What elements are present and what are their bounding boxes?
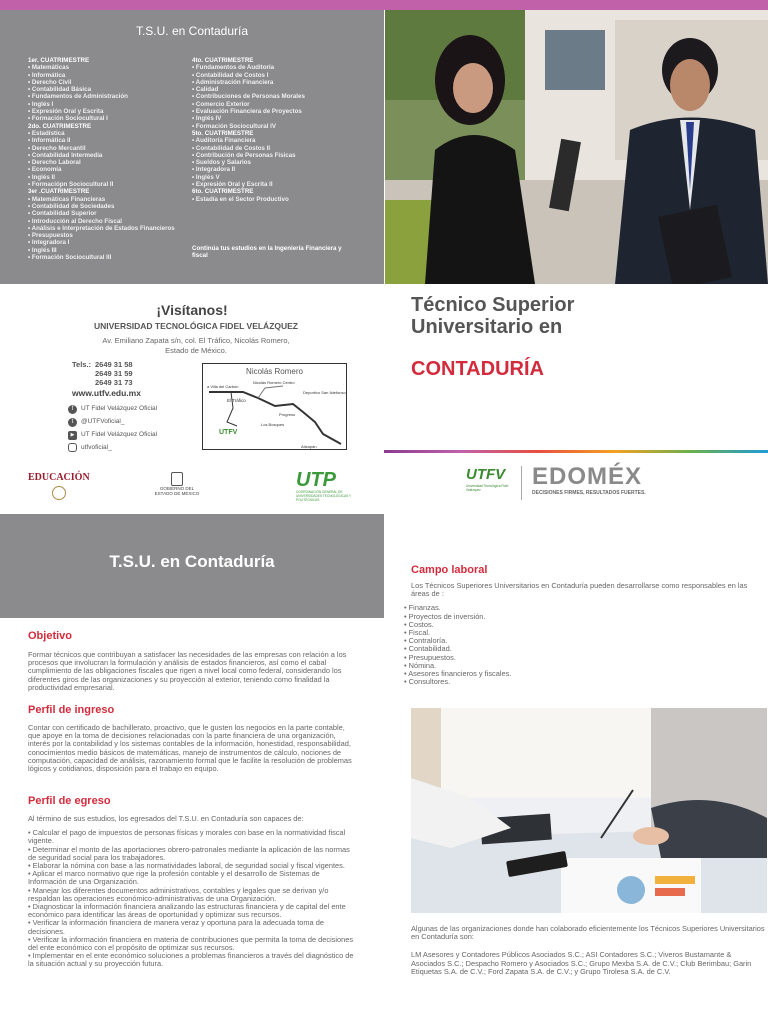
students-photo bbox=[385, 10, 768, 284]
youtube-icon: ▶ bbox=[68, 431, 77, 440]
office-photo bbox=[411, 708, 767, 913]
campo-item: • Nómina. bbox=[404, 660, 437, 670]
seal-icon bbox=[52, 486, 66, 500]
subject-item: • Auditoría Financiera bbox=[192, 137, 256, 145]
map-utfv-logo: UTFV bbox=[219, 429, 238, 436]
subject-item: • Inglés II bbox=[28, 173, 55, 181]
tels-label: Tels.: bbox=[72, 360, 92, 369]
subject-item: • Contabilidad de Sociedades bbox=[28, 202, 115, 210]
subject-item: • Fundamentos de Auditoría bbox=[192, 64, 275, 72]
subject-item: • Formación Sociocultural I bbox=[28, 115, 108, 123]
map-label: Progreso bbox=[279, 412, 296, 417]
ingreso-heading: Perfil de ingreso bbox=[28, 704, 115, 716]
phone-number[interactable]: 2649 31 59 bbox=[95, 369, 133, 378]
subject-item: • Contabilidad Superior bbox=[28, 210, 97, 218]
subject-item: • Calidad bbox=[192, 86, 219, 94]
egreso-item: • Elaborar la nómina con base a las normatividades laboral, de seguridad social y fiscal vigentes. bbox=[28, 861, 345, 871]
egreso-item: • Calcular el pago de impuestos de personas físicas y morales con base en la normatividad fiscal vigente. bbox=[28, 828, 346, 846]
subject-item: • Inglés V bbox=[192, 173, 220, 181]
campo-item: • Proyectos de inversión. bbox=[404, 611, 486, 621]
color-stripe bbox=[384, 450, 768, 453]
semester-heading: 2do. CUATRIMESTRE bbox=[28, 122, 92, 130]
semester-heading: 3er .CUATRIMESTRE bbox=[28, 188, 90, 196]
egreso-item: • Diagnosticar la información financiera analizando las estructuras financiera y de capital del ente económico para identificar las áreas de oportunidad y optimizar sus recursos. bbox=[28, 902, 346, 920]
semester-heading: 1er. CUATRIMESTRE bbox=[28, 57, 90, 64]
campo-item: • Finanzas. bbox=[404, 603, 441, 613]
subject-item: • Formación Sociocultural III bbox=[28, 254, 112, 262]
subject-item: • Contabilidad Intermedia bbox=[28, 151, 103, 159]
subject-item: • Formaciópn Sociocultural II bbox=[28, 181, 114, 189]
semester-heading: 4to. CUATRIMESTRE bbox=[192, 57, 254, 64]
gobierno-logo: GOBIERNO DEL ESTADO DE MÉXICO bbox=[150, 472, 204, 496]
subject-item: • Expresión Oral y Escrita II bbox=[192, 181, 273, 189]
subject-item: • Matemáticas bbox=[28, 64, 70, 72]
subject-item: • Contabilidad de Costos II bbox=[192, 144, 271, 152]
contact-section bbox=[0, 290, 384, 460]
semester-heading: 6to. CUATRIMESTRE bbox=[192, 188, 254, 196]
egreso-section bbox=[28, 795, 358, 969]
subject-item: • Evaluación Financiera de Proyectos bbox=[192, 108, 302, 116]
social-list bbox=[68, 402, 157, 454]
objetivo-section bbox=[28, 630, 356, 692]
subject-item: • Presupuestos bbox=[28, 232, 73, 240]
campo-item: • Presupuestos. bbox=[404, 652, 456, 662]
facebook-icon: f bbox=[68, 405, 77, 414]
egreso-item: • Implementar en el ente económico soluciones a problemas financieros a través del diagnóstico de la situación actual y su proyección futura. bbox=[28, 951, 354, 969]
instagram-icon bbox=[68, 443, 77, 452]
curriculum-column-1 bbox=[28, 57, 188, 261]
location-map bbox=[202, 363, 347, 450]
map-label: Los Bosques bbox=[261, 422, 285, 427]
subject-item: • Inglés IV bbox=[192, 115, 222, 123]
social-instagram[interactable]: utfvoficial_ bbox=[68, 441, 157, 454]
educacion-logo: EDUCACIÓN bbox=[28, 472, 90, 483]
egreso-intro: Al término de sus estudios, los egresados del T.S.U. en Contaduría son capaces de: bbox=[28, 814, 304, 823]
subject-item: • Derecho Civil bbox=[28, 78, 72, 86]
campo-item: • Consultores. bbox=[404, 677, 451, 687]
subject-item: • Expresión Oral y Escrita bbox=[28, 108, 104, 116]
subject-item: • Matemáticas Financieras bbox=[28, 195, 106, 203]
subject-item: • Contabilidad de Costos I bbox=[192, 71, 269, 79]
continue-note: Continúa tus estudios en la Ingeniería Financiera y fiscal bbox=[192, 245, 342, 260]
organizations-intro: Algunas de las organizaciones donde han colaborado eficientemente los Técnicos Superiores Universitarios en Contaduría son: bbox=[411, 924, 765, 942]
ingreso-text: Contar con certificado de bachillerato, proactivo, que le gusten los negocios en la parte contable, que apoye en la toma de decisiones relacionadas con la parte financiera de una organización, interés por la contabilidad y los sistemas contables de la información, honestidad, responsabilidad, conocimientos medio básicos de matemáticas, manejo de instrumentos de cálculo, nociones de computación, capacidad de análisis, razonamiento formal que le facilite la resolución de problemas lógicos y cotidianos, disposición para el trabajo en equipo. bbox=[28, 723, 352, 774]
social-youtube[interactable]: ▶ UT Fidel Velázquez Oficial bbox=[68, 428, 157, 441]
phone-number[interactable]: 2649 31 58 bbox=[95, 360, 133, 369]
objetivo-heading: Objetivo bbox=[28, 630, 73, 642]
campo-heading: Campo laboral bbox=[411, 564, 488, 576]
hero-line-1: Técnico Superior bbox=[411, 294, 575, 316]
map-label: El Tráfico bbox=[227, 398, 246, 403]
curriculum-title: T.S.U. en Contaduría bbox=[135, 24, 249, 38]
subject-item: • Formación Sociocultural IV bbox=[192, 122, 276, 130]
university-name: UNIVERSIDAD TECNOLÓGICA FIDEL VELÁZQUEZ bbox=[93, 321, 298, 331]
coat-of-arms-icon bbox=[171, 472, 183, 486]
map-label: a Villa del Carbón bbox=[207, 384, 239, 389]
subject-item: • Contribución de Personas Físicas bbox=[192, 151, 296, 159]
ingreso-section bbox=[28, 704, 356, 773]
egreso-heading: Perfil de egreso bbox=[28, 795, 111, 807]
map-label: Deportivo San Ildefonso bbox=[303, 390, 346, 395]
hero-line-2: Universitario en bbox=[411, 316, 563, 338]
subject-item: • Contribuciones de Personas Morales bbox=[192, 93, 305, 101]
campo-item: • Contraloría. bbox=[404, 636, 448, 646]
utp-logo: UTP COORDINACIÓN GENERAL DE UNIVERSIDADES TECNOLÓGICAS Y POLITÉCNICAS bbox=[296, 469, 352, 502]
map-label: Atizapán bbox=[301, 444, 317, 449]
curriculum-panel bbox=[0, 10, 384, 284]
campo-intro: Los Técnicos Superiores Universitarios en Contaduría pueden desarrollarse como responsables en las áreas de : bbox=[411, 581, 748, 599]
subject-item: • Sueldos y Salarios bbox=[192, 159, 251, 167]
website-link[interactable]: www.utfv.edu.mx bbox=[72, 388, 141, 398]
objetivo-text: Formar técnicos que contribuyan a satisfacer las necesidades de las empresas con relación a los procesos que involucran la formulación y análisis de estados financieros, así como el cabal cumplimiento de las obligaciones fiscales que rigen a nivel local como federal, considerando los diferentes giros de las organizaciones y su proyección al exterior, teniendo como finalidad la productividad empresarial. bbox=[28, 650, 347, 692]
organizations-list: LM Asesores y Contadores Públicos Asociados S.C.; ASI Contadores S.C.; Viveros Bustamante & Asociados S.C.; Despacho Romero y Asociados S.C.; Grupo Mexba S.A. de C.V.; Club Berimbau; Garin Etiquetas S.A. de C.V.; Ford Zapata S.A. de C.V.; y Grupo Tirolesa S.A. de C.V. bbox=[411, 950, 752, 976]
hero-program: CONTADURÍA bbox=[411, 358, 544, 380]
edomex-logo: EDOMÉX DECISIONES FIRMES, RESULTADOS FUERTES. bbox=[532, 463, 646, 496]
subject-item: • Comercio Exterior bbox=[192, 100, 250, 108]
top-accent-bar bbox=[0, 0, 768, 10]
address-line-1: Av. Emiliano Zapata s/n, col. El Tráfico, Nicolás Romero, bbox=[102, 336, 290, 345]
social-twitter[interactable]: t @UTFVoficial_ bbox=[68, 415, 157, 428]
subject-item: • Introducción al Derecho Fiscal bbox=[28, 217, 122, 225]
subject-item: • Inglés I bbox=[28, 100, 54, 108]
subject-item: • Estadística bbox=[28, 129, 65, 137]
curriculum-column-2 bbox=[192, 57, 352, 203]
egreso-item: • Verificar la información financiera en materia de contribuciones que permita la toma de decisiones del ente económico con el propósito de optimizar sus recursos. bbox=[28, 934, 354, 953]
utfv-logo: UTFV Universidad Tecnológica Fidel Velázquez bbox=[466, 466, 522, 500]
campo-item: • Contabilidad. bbox=[404, 644, 452, 654]
map-label: Nicolás Romero Centro bbox=[253, 380, 295, 385]
subject-item: • Estadía en el Sector Productivo bbox=[192, 195, 289, 203]
subject-item: • Administración Financiera bbox=[192, 78, 274, 86]
subject-item: • Fundamentos de Administración bbox=[28, 93, 128, 101]
subject-item: • Contabilidad Básica bbox=[28, 86, 92, 94]
campo-item: • Asesores financieros y fiscales. bbox=[404, 669, 512, 679]
subject-item: • Informática bbox=[28, 71, 66, 79]
subject-item: • Informática II bbox=[28, 137, 71, 145]
subject-item: • Derecho Mercantil bbox=[28, 144, 86, 152]
subject-item: • Economía bbox=[28, 166, 62, 174]
egreso-item: • Manejar los diferentes documentos administrativos, contables y legales que se derivan y/o respaldan las operaciones económico-administrativas de una Organización. bbox=[28, 885, 329, 903]
egreso-item: • Aplicar el marco normativo que rige la profesión contable y el desarrollo de Sistemas de Información de una Organización. bbox=[28, 869, 320, 887]
map-title: Nicolás Romero bbox=[246, 367, 303, 376]
address-line-2: Estado de México. bbox=[165, 346, 227, 355]
campo-item: • Costos. bbox=[404, 619, 434, 629]
phone-list bbox=[95, 360, 133, 387]
semester-heading: 5to. CUATRIMESTRE bbox=[192, 129, 254, 137]
twitter-icon: t bbox=[68, 418, 77, 427]
campo-item: • Fiscal. bbox=[404, 628, 431, 638]
egreso-item: • Verificar la información financiera de manera veraz y oportuna para la adecuada toma de decisiones. bbox=[28, 918, 324, 936]
egreso-list bbox=[28, 829, 358, 968]
subject-item: • Inglés III bbox=[28, 246, 57, 254]
campo-list bbox=[404, 604, 767, 686]
campo-section bbox=[404, 564, 767, 687]
subject-item: • Integradora II bbox=[192, 166, 236, 174]
phone-number[interactable]: 2649 31 73 bbox=[95, 378, 133, 387]
subject-item: • Derecho Laboral bbox=[28, 159, 81, 167]
subject-item: • Análisis e Interpretación de Estados Financieros bbox=[28, 224, 175, 232]
subject-item: • Integradora I bbox=[28, 239, 70, 247]
program-banner-title: T.S.U. en Contaduría bbox=[109, 552, 275, 571]
hero-title bbox=[411, 294, 574, 338]
logos-row bbox=[0, 460, 768, 510]
social-facebook[interactable]: f UT Fidel Velázquez Oficial bbox=[68, 402, 157, 415]
visit-heading: ¡Visítanos! bbox=[156, 302, 228, 318]
egreso-item: • Determinar el monto de las aportaciones obrero-patronales mediante la aplicación de las normas de seguridad social para los trabajadores. bbox=[28, 844, 350, 862]
organizations-section bbox=[411, 925, 767, 976]
program-banner bbox=[0, 514, 384, 618]
